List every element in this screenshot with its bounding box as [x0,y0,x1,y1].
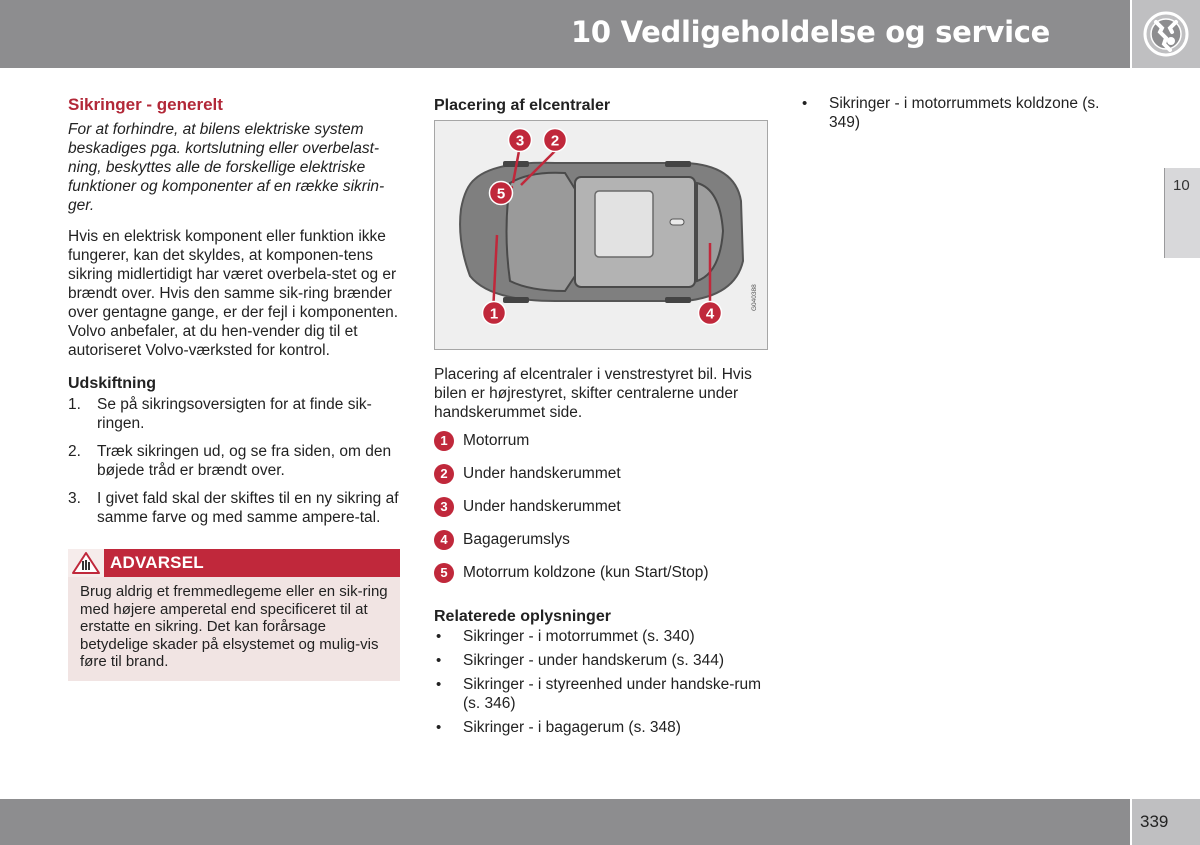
warning-label: ADVARSEL [110,553,204,572]
step-item [68,442,400,480]
replace-steps [68,395,400,527]
related-link[interactable]: • Sikringer - i motorrummet (s. 340) [434,627,768,646]
number-badge: 3 [434,497,454,517]
step-text: I givet fald skal der skiftes til en ny sikring af samme farve og med samme ampere-tal. [97,490,399,526]
number-badge: 4 [434,530,454,550]
svg-text:5: 5 [496,185,506,203]
step-text: Se på sikringsoversigten for at finde sik-ringen. [97,396,372,432]
legend-text: Motorrum koldzone (kun Start/Stop) [463,564,709,581]
legend-list [434,431,768,583]
section-title: Sikringer - generelt [68,95,223,114]
svg-text:1: 1 [489,305,499,323]
related-link[interactable]: • Sikringer - i motorrummets koldzone (s. 349) [800,94,1130,132]
legend-text: Under handskerummet [463,498,621,515]
chapter-title: 10 Vedligeholdelse og service [571,15,1050,49]
page-number: 339 [1140,812,1169,831]
related-list [434,627,768,737]
svg-text:3: 3 [515,132,525,150]
body-paragraph: Hvis en elektrisk komponent eller funktion ikke fungerer, kan det skyldes, at komponen-tens sikring midlertidigt har været overbela-stet og er brændt over. Hvis den samme sik-ring brænder over gentagne gange, er der fejl i komponenten. Volvo anbefaler, at du hen-vender dig til et autoriseret Volvo-værksted for kontrol. [68,228,399,359]
svg-text:2: 2 [550,132,560,150]
replace-heading: Udskiftning [68,375,156,392]
warning-triangle-icon [71,551,101,575]
warning-text: Brug aldrig et fremmedlegeme eller en sik-ring med højere amperetal end specificeret til at erstatte en sikring. Det kan forårsage betydelige skader på elsystemet og mulig-vis føre til brand. [80,583,388,670]
svg-text:4: 4 [705,305,715,323]
related-link[interactable]: • Sikringer - i styreenhed under handske-rum (s. 346) [434,675,768,713]
chapter-side-tab[interactable] [1164,168,1200,258]
legend-item [434,431,768,451]
warning-header [68,549,400,577]
wrench-gear-icon [1142,10,1190,58]
legend-item [434,530,768,550]
number-badge: 5 [434,563,454,583]
legend-item [434,464,768,484]
step-number: 3. [68,490,81,507]
legend-item [434,563,768,583]
image-code: G040388 [751,284,758,311]
column-right [800,94,1130,137]
car-diagram [434,120,768,350]
page-number-box [1132,799,1200,845]
warning-box [68,549,400,681]
number-badge: 1 [434,431,454,451]
step-item [68,395,400,433]
chapter-side-tab-label: 10 [1173,177,1190,194]
column-middle [434,96,768,742]
column-left [68,95,400,681]
step-item [68,489,400,527]
warning-icon-box [68,549,104,577]
header-bar [0,0,1130,68]
number-badge: 2 [434,464,454,484]
intro-paragraph: For at forhindre, at bilens elektriske system beskadiges pga. kortslutning eller overbelast-ning, beskyttes alle de forskellige elektriske funktioner og komponenter af en række sikrin-ger. [68,121,385,214]
diagram-marker-1 [483,302,506,325]
diagram-marker-2 [544,129,567,152]
diagram-caption: Placering af elcentraler i venstrestyret bil. Hvis bilen er højrestyret, skifter centralerne under handskerummet side. [434,366,752,421]
diagram-marker-4 [699,302,722,325]
related-list-continued [800,94,1130,132]
step-text: Træk sikringen ud, og se fra siden, om den bøjede tråd er brændt over. [97,443,392,479]
related-link[interactable]: • Sikringer - under handskerum (s. 344) [434,651,768,670]
legend-item [434,497,768,517]
legend-text: Bagagerumslys [463,531,570,548]
related-heading: Relaterede oplysninger [434,608,611,625]
car-topview-illustration [435,121,767,349]
placement-heading: Placering af elcentraler [434,97,611,114]
step-number: 2. [68,443,81,460]
chapter-icon-box [1132,0,1200,68]
diagram-marker-3 [509,129,532,152]
step-number: 1. [68,396,81,413]
footer-bar [0,799,1130,845]
diagram-marker-5 [490,182,513,205]
legend-text: Motorrum [463,432,530,449]
legend-text: Under handskerummet [463,465,621,482]
related-link[interactable]: • Sikringer - i bagagerum (s. 348) [434,718,768,737]
